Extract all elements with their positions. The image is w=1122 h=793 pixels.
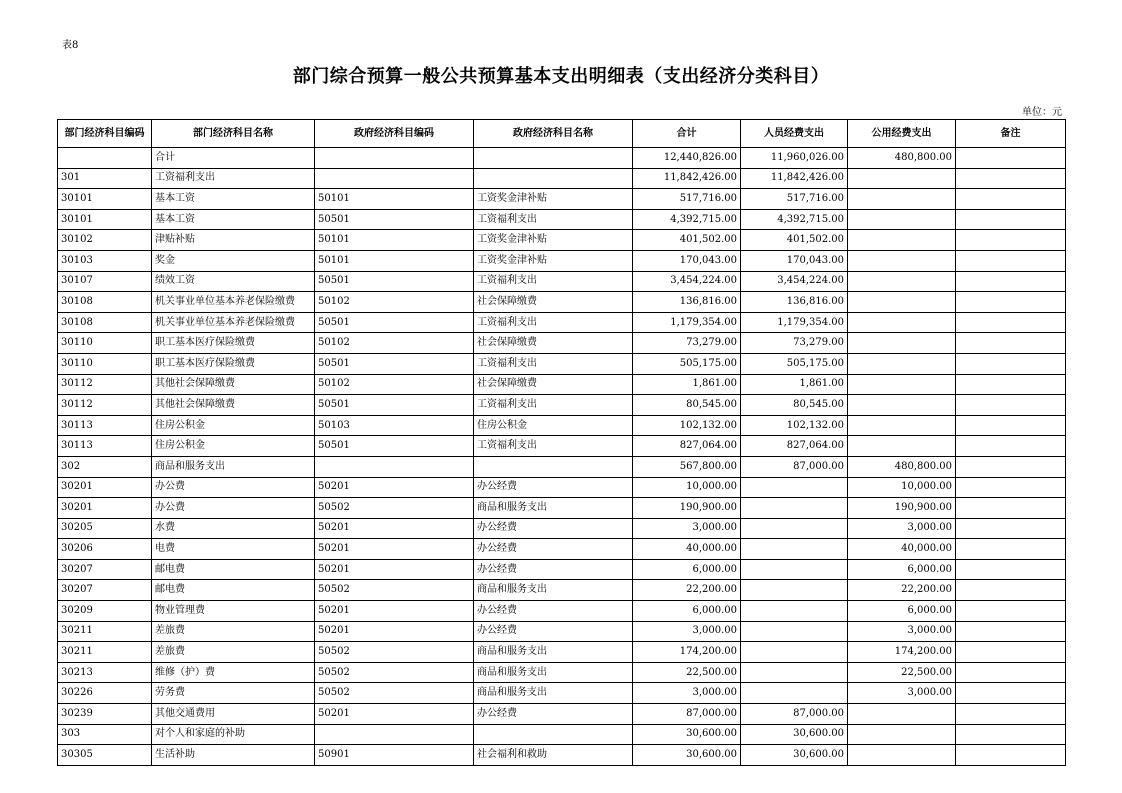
table-row <box>58 230 1066 251</box>
header-row <box>58 120 1066 148</box>
cell-personnel <box>741 518 848 539</box>
cell-gov-name: 办公经费 <box>474 559 633 580</box>
cell-gov-code: 50102 <box>315 333 474 354</box>
cell-personnel: 87,000.00 <box>741 704 848 725</box>
cell-gov-code: 50502 <box>315 683 474 704</box>
table-row <box>58 456 1066 477</box>
cell-personnel <box>741 621 848 642</box>
cell-total: 3,000.00 <box>633 621 741 642</box>
cell-gov-code: 50102 <box>315 292 474 313</box>
cell-gov-code: 50501 <box>315 209 474 230</box>
cell-gov-name: 工资福利支出 <box>474 209 633 230</box>
cell-total: 1,861.00 <box>633 374 741 395</box>
cell-dept-name: 对个人和家庭的补助 <box>152 724 315 745</box>
cell-gov-code: 50201 <box>315 601 474 622</box>
cell-gov-code: 50502 <box>315 662 474 683</box>
cell-personnel <box>741 642 848 663</box>
table-row <box>58 559 1066 580</box>
cell-gov-name: 工资奖金津补贴 <box>474 189 633 210</box>
cell-gov-code: 50501 <box>315 312 474 333</box>
col-header-gov-code: 政府经济科目编码 <box>315 120 474 148</box>
cell-note <box>956 209 1066 230</box>
table-row <box>58 292 1066 313</box>
cell-note <box>956 353 1066 374</box>
cell-personnel: 73,279.00 <box>741 333 848 354</box>
cell-total: 102,132.00 <box>633 415 741 436</box>
cell-gov-name: 办公经费 <box>474 601 633 622</box>
cell-dept-code: 30213 <box>58 662 152 683</box>
cell-gov-code <box>315 168 474 189</box>
cell-personnel: 401,502.00 <box>741 230 848 251</box>
cell-gov-code <box>315 148 474 169</box>
cell-personnel: 136,816.00 <box>741 292 848 313</box>
cell-dept-name: 其他交通费用 <box>152 704 315 725</box>
cell-public <box>848 333 956 354</box>
table-row <box>58 395 1066 416</box>
cell-dept-name: 住房公积金 <box>152 415 315 436</box>
col-header-note: 备注 <box>956 120 1066 148</box>
cell-note <box>956 745 1066 766</box>
cell-dept-code: 30209 <box>58 601 152 622</box>
cell-dept-code: 30305 <box>58 745 152 766</box>
cell-total: 6,000.00 <box>633 559 741 580</box>
cell-total: 401,502.00 <box>633 230 741 251</box>
cell-personnel <box>741 559 848 580</box>
cell-dept-code <box>58 148 152 169</box>
cell-public <box>848 189 956 210</box>
cell-note <box>956 580 1066 601</box>
cell-personnel <box>741 683 848 704</box>
cell-dept-name: 津贴补贴 <box>152 230 315 251</box>
cell-total: 174,200.00 <box>633 642 741 663</box>
cell-gov-name: 社会保障缴费 <box>474 374 633 395</box>
cell-gov-code: 50102 <box>315 374 474 395</box>
cell-note <box>956 148 1066 169</box>
table-row <box>58 601 1066 622</box>
col-header-dept-code: 部门经济科目编码 <box>58 120 152 148</box>
cell-gov-name: 办公经费 <box>474 477 633 498</box>
cell-note <box>956 683 1066 704</box>
cell-dept-code: 30207 <box>58 580 152 601</box>
cell-note <box>956 456 1066 477</box>
cell-gov-code: 50101 <box>315 189 474 210</box>
cell-public <box>848 250 956 271</box>
table-row <box>58 498 1066 519</box>
cell-dept-name: 住房公积金 <box>152 436 315 457</box>
cell-dept-name: 基本工资 <box>152 189 315 210</box>
cell-personnel: 102,132.00 <box>741 415 848 436</box>
cell-dept-code: 30201 <box>58 477 152 498</box>
page-title: 部门综合预算一般公共预算基本支出明细表（支出经济分类科目） <box>292 66 830 87</box>
cell-gov-code: 50101 <box>315 230 474 251</box>
cell-gov-code: 50502 <box>315 498 474 519</box>
cell-total: 170,043.00 <box>633 250 741 271</box>
table-row <box>58 415 1066 436</box>
cell-gov-code: 50501 <box>315 353 474 374</box>
cell-dept-code: 30207 <box>58 559 152 580</box>
cell-note <box>956 621 1066 642</box>
cell-note <box>956 539 1066 560</box>
cell-total: 827,064.00 <box>633 436 741 457</box>
cell-note <box>956 642 1066 663</box>
cell-public: 174,200.00 <box>848 642 956 663</box>
cell-dept-code: 30211 <box>58 642 152 663</box>
cell-total: 6,000.00 <box>633 601 741 622</box>
budget-table <box>57 119 1066 766</box>
col-header-dept-name: 部门经济科目名称 <box>152 120 315 148</box>
cell-dept-code: 302 <box>58 456 152 477</box>
cell-personnel: 11,842,426.00 <box>741 168 848 189</box>
table-row <box>58 333 1066 354</box>
cell-dept-name: 物业管理费 <box>152 601 315 622</box>
cell-dept-code: 30239 <box>58 704 152 725</box>
cell-dept-code: 30107 <box>58 271 152 292</box>
cell-gov-code: 50901 <box>315 745 474 766</box>
cell-gov-name: 工资福利支出 <box>474 395 633 416</box>
cell-public <box>848 209 956 230</box>
cell-personnel: 87,000.00 <box>741 456 848 477</box>
cell-gov-name: 商品和服务支出 <box>474 642 633 663</box>
cell-note <box>956 477 1066 498</box>
cell-public <box>848 724 956 745</box>
cell-public: 6,000.00 <box>848 559 956 580</box>
cell-gov-name: 工资奖金津补贴 <box>474 230 633 251</box>
cell-dept-name: 绩效工资 <box>152 271 315 292</box>
cell-personnel <box>741 539 848 560</box>
cell-personnel <box>741 477 848 498</box>
cell-gov-code: 50201 <box>315 621 474 642</box>
cell-gov-name: 工资福利支出 <box>474 271 633 292</box>
cell-gov-name: 商品和服务支出 <box>474 683 633 704</box>
cell-gov-name: 办公经费 <box>474 518 633 539</box>
cell-note <box>956 292 1066 313</box>
cell-public: 22,500.00 <box>848 662 956 683</box>
unit-label: 单位：元 <box>1022 107 1062 118</box>
cell-dept-name: 工资福利支出 <box>152 168 315 189</box>
table-row <box>58 580 1066 601</box>
cell-public: 3,000.00 <box>848 683 956 704</box>
cell-dept-code: 30108 <box>58 312 152 333</box>
cell-total: 87,000.00 <box>633 704 741 725</box>
table-row <box>58 539 1066 560</box>
cell-personnel: 505,175.00 <box>741 353 848 374</box>
cell-public <box>848 168 956 189</box>
table-row <box>58 724 1066 745</box>
cell-gov-code: 50201 <box>315 518 474 539</box>
cell-gov-name: 工资福利支出 <box>474 436 633 457</box>
cell-gov-name: 办公经费 <box>474 621 633 642</box>
cell-public: 480,800.00 <box>848 456 956 477</box>
table-row <box>58 662 1066 683</box>
cell-dept-code: 30113 <box>58 436 152 457</box>
cell-gov-code: 50201 <box>315 704 474 725</box>
cell-note <box>956 724 1066 745</box>
cell-dept-name: 职工基本医疗保险缴费 <box>152 353 315 374</box>
cell-dept-name: 水费 <box>152 518 315 539</box>
cell-personnel: 30,600.00 <box>741 745 848 766</box>
cell-dept-name: 职工基本医疗保险缴费 <box>152 333 315 354</box>
cell-personnel: 1,861.00 <box>741 374 848 395</box>
cell-note <box>956 662 1066 683</box>
cell-gov-name <box>474 148 633 169</box>
cell-gov-name: 工资福利支出 <box>474 312 633 333</box>
table-row <box>58 642 1066 663</box>
cell-dept-code: 30211 <box>58 621 152 642</box>
cell-public <box>848 230 956 251</box>
cell-note <box>956 498 1066 519</box>
cell-public: 190,900.00 <box>848 498 956 519</box>
cell-total: 3,454,224.00 <box>633 271 741 292</box>
cell-gov-name: 社会保障缴费 <box>474 292 633 313</box>
cell-public <box>848 374 956 395</box>
table-row <box>58 312 1066 333</box>
cell-note <box>956 250 1066 271</box>
cell-dept-name: 邮电费 <box>152 559 315 580</box>
cell-note <box>956 189 1066 210</box>
cell-gov-code: 50201 <box>315 539 474 560</box>
cell-dept-code: 30226 <box>58 683 152 704</box>
cell-dept-name: 差旅费 <box>152 621 315 642</box>
cell-gov-code: 50502 <box>315 580 474 601</box>
cell-note <box>956 312 1066 333</box>
cell-total: 11,842,426.00 <box>633 168 741 189</box>
cell-total: 10,000.00 <box>633 477 741 498</box>
cell-personnel <box>741 662 848 683</box>
cell-personnel: 170,043.00 <box>741 250 848 271</box>
cell-gov-name: 工资奖金津补贴 <box>474 250 633 271</box>
cell-gov-name: 住房公积金 <box>474 415 633 436</box>
cell-dept-code: 30110 <box>58 353 152 374</box>
cell-gov-code <box>315 724 474 745</box>
col-header-total: 合计 <box>633 120 741 148</box>
cell-gov-code: 50103 <box>315 415 474 436</box>
col-header-public: 公用经费支出 <box>848 120 956 148</box>
cell-total: 567,800.00 <box>633 456 741 477</box>
cell-total: 40,000.00 <box>633 539 741 560</box>
cell-gov-code: 50201 <box>315 477 474 498</box>
cell-total: 22,500.00 <box>633 662 741 683</box>
cell-public: 6,000.00 <box>848 601 956 622</box>
table-row <box>58 353 1066 374</box>
cell-total: 517,716.00 <box>633 189 741 210</box>
cell-note <box>956 333 1066 354</box>
cell-dept-name: 办公费 <box>152 498 315 519</box>
cell-dept-code: 30112 <box>58 374 152 395</box>
cell-dept-code: 301 <box>58 168 152 189</box>
cell-dept-code: 30101 <box>58 189 152 210</box>
cell-note <box>956 168 1066 189</box>
cell-gov-name: 办公经费 <box>474 704 633 725</box>
cell-gov-code <box>315 456 474 477</box>
cell-total: 3,000.00 <box>633 683 741 704</box>
cell-dept-name: 差旅费 <box>152 642 315 663</box>
cell-dept-name: 机关事业单位基本养老保险缴费 <box>152 292 315 313</box>
cell-dept-code: 30108 <box>58 292 152 313</box>
cell-gov-name: 商品和服务支出 <box>474 498 633 519</box>
table-row <box>58 621 1066 642</box>
cell-public <box>848 271 956 292</box>
cell-note <box>956 436 1066 457</box>
table-row <box>58 271 1066 292</box>
cell-personnel: 517,716.00 <box>741 189 848 210</box>
cell-total: 30,600.00 <box>633 724 741 745</box>
cell-dept-code: 30110 <box>58 333 152 354</box>
cell-dept-name: 生活补助 <box>152 745 315 766</box>
cell-dept-name: 其他社会保障缴费 <box>152 374 315 395</box>
cell-dept-code: 303 <box>58 724 152 745</box>
cell-personnel: 827,064.00 <box>741 436 848 457</box>
cell-note <box>956 601 1066 622</box>
cell-total: 1,179,354.00 <box>633 312 741 333</box>
cell-personnel: 4,392,715.00 <box>741 209 848 230</box>
cell-dept-name: 机关事业单位基本养老保险缴费 <box>152 312 315 333</box>
cell-public: 40,000.00 <box>848 539 956 560</box>
table-row <box>58 704 1066 725</box>
cell-personnel: 3,454,224.00 <box>741 271 848 292</box>
cell-dept-name: 劳务费 <box>152 683 315 704</box>
cell-gov-name: 社会福利和救助 <box>474 745 633 766</box>
cell-note <box>956 271 1066 292</box>
cell-dept-name: 维修（护）费 <box>152 662 315 683</box>
cell-personnel: 11,960,026.00 <box>741 148 848 169</box>
table-row <box>58 436 1066 457</box>
cell-public: 3,000.00 <box>848 621 956 642</box>
cell-total: 22,200.00 <box>633 580 741 601</box>
cell-total: 4,392,715.00 <box>633 209 741 230</box>
cell-personnel: 1,179,354.00 <box>741 312 848 333</box>
cell-dept-code: 30206 <box>58 539 152 560</box>
cell-gov-name: 办公经费 <box>474 539 633 560</box>
cell-gov-code: 50201 <box>315 559 474 580</box>
cell-gov-name <box>474 724 633 745</box>
cell-personnel <box>741 601 848 622</box>
cell-dept-code: 30113 <box>58 415 152 436</box>
cell-gov-name: 商品和服务支出 <box>474 662 633 683</box>
table-row <box>58 250 1066 271</box>
cell-public <box>848 415 956 436</box>
cell-total: 136,816.00 <box>633 292 741 313</box>
table-row <box>58 168 1066 189</box>
cell-total: 30,600.00 <box>633 745 741 766</box>
cell-gov-code: 50502 <box>315 642 474 663</box>
cell-dept-code: 30102 <box>58 230 152 251</box>
cell-dept-name: 其他社会保障缴费 <box>152 395 315 416</box>
cell-public <box>848 353 956 374</box>
cell-gov-name <box>474 456 633 477</box>
cell-note <box>956 395 1066 416</box>
cell-dept-name: 奖金 <box>152 250 315 271</box>
cell-gov-name: 社会保障缴费 <box>474 333 633 354</box>
cell-public <box>848 745 956 766</box>
cell-public <box>848 395 956 416</box>
cell-public: 22,200.00 <box>848 580 956 601</box>
table-row <box>58 745 1066 766</box>
cell-total: 505,175.00 <box>633 353 741 374</box>
cell-dept-code: 30112 <box>58 395 152 416</box>
table-row <box>58 477 1066 498</box>
cell-dept-name: 合计 <box>152 148 315 169</box>
cell-dept-name: 商品和服务支出 <box>152 456 315 477</box>
cell-public <box>848 292 956 313</box>
cell-dept-code: 30101 <box>58 209 152 230</box>
sheet-label: 表8 <box>62 40 79 51</box>
cell-gov-code: 50501 <box>315 271 474 292</box>
cell-public <box>848 436 956 457</box>
table-row <box>58 374 1066 395</box>
cell-public <box>848 312 956 333</box>
table-row <box>58 189 1066 210</box>
cell-dept-code: 30103 <box>58 250 152 271</box>
cell-public: 10,000.00 <box>848 477 956 498</box>
cell-gov-name: 工资福利支出 <box>474 353 633 374</box>
cell-note <box>956 704 1066 725</box>
cell-total: 3,000.00 <box>633 518 741 539</box>
cell-gov-name: 商品和服务支出 <box>474 580 633 601</box>
cell-total: 80,545.00 <box>633 395 741 416</box>
cell-gov-code: 50501 <box>315 436 474 457</box>
cell-note <box>956 518 1066 539</box>
cell-note <box>956 415 1066 436</box>
col-header-gov-name: 政府经济科目名称 <box>474 120 633 148</box>
table-row <box>58 148 1066 169</box>
cell-dept-code: 30201 <box>58 498 152 519</box>
cell-dept-name: 邮电费 <box>152 580 315 601</box>
cell-gov-code: 50501 <box>315 395 474 416</box>
cell-dept-code: 30205 <box>58 518 152 539</box>
cell-note <box>956 374 1066 395</box>
cell-gov-name <box>474 168 633 189</box>
cell-total: 12,440,826.00 <box>633 148 741 169</box>
table-row <box>58 683 1066 704</box>
cell-total: 190,900.00 <box>633 498 741 519</box>
cell-personnel: 80,545.00 <box>741 395 848 416</box>
cell-personnel: 30,600.00 <box>741 724 848 745</box>
cell-note <box>956 230 1066 251</box>
cell-dept-name: 电费 <box>152 539 315 560</box>
cell-public <box>848 704 956 725</box>
cell-public: 3,000.00 <box>848 518 956 539</box>
cell-public: 480,800.00 <box>848 148 956 169</box>
cell-dept-name: 办公费 <box>152 477 315 498</box>
cell-personnel <box>741 498 848 519</box>
cell-gov-code: 50101 <box>315 250 474 271</box>
col-header-personnel: 人员经费支出 <box>741 120 848 148</box>
cell-note <box>956 559 1066 580</box>
cell-personnel <box>741 580 848 601</box>
table-row <box>58 518 1066 539</box>
cell-dept-name: 基本工资 <box>152 209 315 230</box>
cell-total: 73,279.00 <box>633 333 741 354</box>
table-row <box>58 209 1066 230</box>
